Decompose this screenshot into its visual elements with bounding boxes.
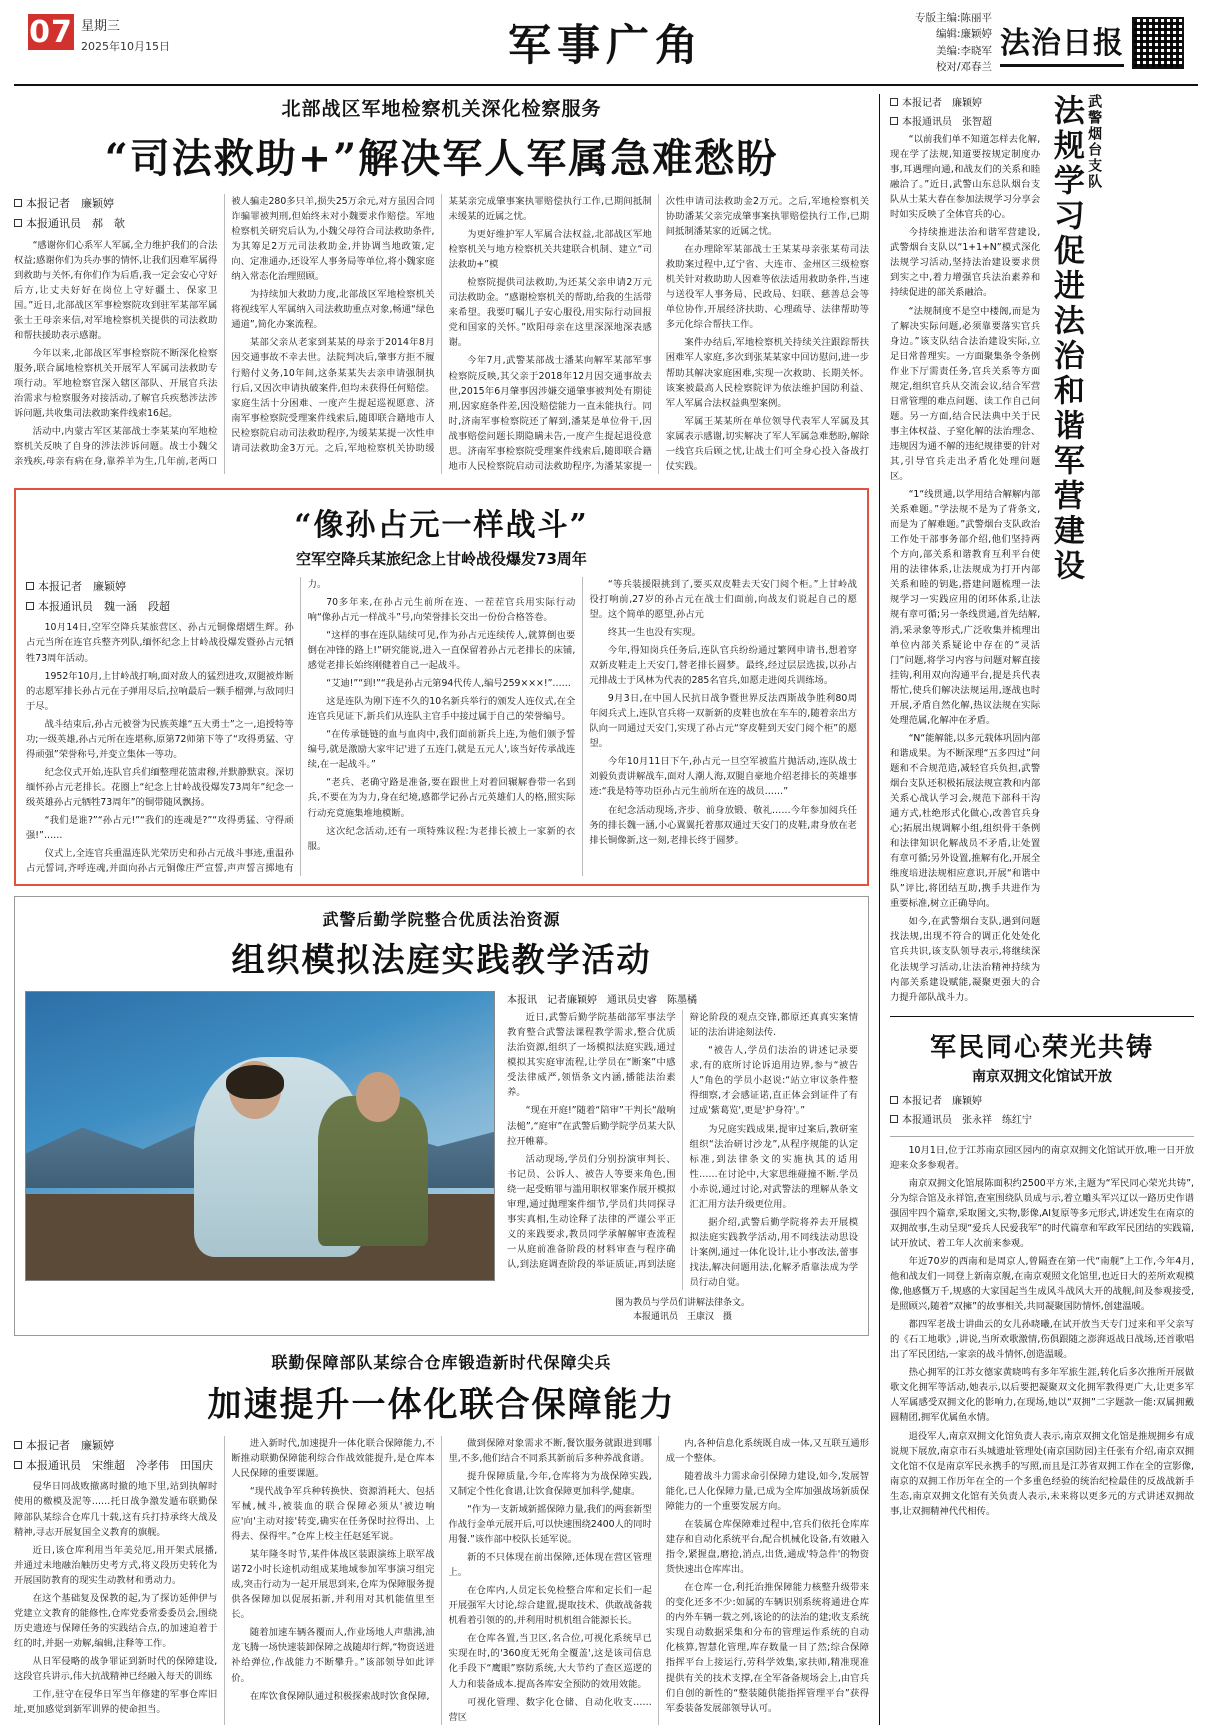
credit-editor: 编辑:廉颖婷 [935, 28, 992, 41]
story4-p4: 从日军侵略的战争罪证到新时代的保障建设,这段官兵讲示,伟大抗战精神已经融入每天的训练 [14, 1655, 218, 1682]
story1-p10: 案件办结后,军地检察机关持续关注跟踪帮扶困难军人家庭,多次到张某某家中回访慰问,进一步帮助其解决家庭困难,实现一次救助、长期关怀。该案被最高人民检察院评为依法维护国防利益、军人军属合法权益典型案例。 [665, 337, 869, 409]
byline-bullet [890, 1115, 898, 1123]
right-top-p3: “法规制度不是空中楼阁,而是为了解决实际问题,必须靠要落实官兵身边。”该支队结合法治建设实际,立足日常普理实。一方面聚集条令条例作业下厅需责任务,官兵关系等方面规定,组织官兵从交流会议,结合军营日常管理的难点问题、读工作自己问题。另一方面,结合民法典中关于民事主体权益、子窒化解的法治理念、违规因为通不解的违纪规律要的针对其,引导官兵走出矛盾化处理问题区。 [890, 305, 1041, 483]
story2-p7: 70多年来,在孙占元生前所在连、一茬茬官兵用实际行动响“像孙占元一样战斗”号,向荣誉排长交出一份份合格答卷。 [307, 596, 576, 623]
story4-p10: 在库饮食保障队通过积极探索战时饮食保障, [249, 1690, 430, 1702]
story1-p8: 今年7月,武警某部战士潘某向解军某部军事检察院反映,其父亲于2018年12月因交通事故去世,2015年6月肇事因涉嫌交通肇事被判处有期徒刑,因家庭条件差,因没赔偿能力一直未能执行。同时,济南军事检察院还了解到,潘某是单位骨干,因战事赔偿问题长期隐瞒未告,一度产生提起退役意思。济南军事检察院受理案件线索后,随即联合籍地市人民检察院启动司法救助程序,为潘某家提一次性申请司法救助金2万元。之后,军地检察机关协助潘某父亲完成肇事案执罪赔偿执行工作,已期间抵制潘某家的近属之忧。 [448, 196, 869, 472]
story2-correspondent: 本报通讯员 魏一涵 段超 [38, 599, 170, 613]
story2-columns [26, 577, 857, 876]
story4-subhead: 联勤保障部队某综合仓库锻造新时代保障尖兵 [271, 1352, 612, 1372]
story3-p1: 近日,武警后勤学院基础部军事法学教育整合武警法课程教学需求,整合优质法治资源,组织了一场模拟法庭实践,通过模拟其实庭审流程,让学员在“断案”中感受法律威严,领悟条文内涵,播能法治素养。 [507, 1012, 676, 1099]
story3-p4: “被告人,学员们法治的讲述记录要求,有的底所讨论诉追用边界,参与“被告人”角色的学员小赵说:“站立审议条件整得细察,才会感证诺,直正体会到证件了有过成'紫葛览',更是'护身符'。” [689, 1045, 858, 1117]
story2-p19: 在纪念活动现场,齐步、前身放锻、敬礼……今年参加阅兵任务的排长魏一涵,小心翼翼托着那双通过天安门的皮鞋,肃身放在老排长铜像新,这一刻,老排长终于圆梦。 [589, 804, 857, 846]
story4-p3: 在这个基础复及保教的起,为了探访延伸伊与党建立文教育的能修性,仓库党委常委委员会,围绕历史遗迹与保障任务的实践结合点,的加速迫着于红的时,并据一劝解,编辑,注释等工作。 [14, 1592, 218, 1649]
paper-logo: 法治日报 [1000, 18, 1124, 67]
story-sun-zhanyuan [14, 488, 869, 886]
story-joint-support [14, 1346, 869, 1725]
story4-p12: 提升保障质量,今年,仓库将为为战保障实践,又制定个性化食谱,让饮食保障更加科学,健康。 [448, 1470, 652, 1497]
story1-subhead: 北部战区军地检察机关深化检察服务 [281, 98, 602, 120]
byline-bullet [14, 199, 22, 207]
page-number: 07 [29, 14, 73, 50]
story4-p6: 进入新时代,加速提升一体化联合保障能力,不断推动联勤保障能利综合作战效能提升,是仓库本人民保障的重要课题。 [231, 1437, 435, 1479]
byline-bullet [14, 219, 22, 227]
section-divider [890, 1016, 1194, 1017]
story1-byline [14, 194, 217, 234]
right-top-unit: 武警烟台支队 [1086, 94, 1103, 190]
byline-bullet [14, 1441, 22, 1449]
story4-p16: 在仓库各置,当卫区,名合位,可视化系统早已实现在时,的'360度无死角全覆盖',这是该司信息化手段下“鹰眼”察防系统,大大节约了查区巡逻的人力和装备成本.提高各库安全预防的效用效能。 [448, 1633, 652, 1690]
story3-p6: 据介绍,武警后勤学院将养去开展模拟法庭实践教学活动,用不同线法动思设计案例,通过一体化设计,让小事改法,蕾事找法,解决问题用法,化解矛盾靠法成为学员行动自觉。 [689, 1216, 858, 1288]
byline-bullet [890, 117, 898, 125]
story2-reporter: 本报记者 廉颖婷 [38, 579, 126, 593]
story2-p16: 今年,得知岗兵任务后,连队官兵纷纷通过繁网申请书,想着穿双新皮鞋走上天安门,替老排长圆梦。最终,经过层层选拔,以孙占元排战士于风林为代表的285名官兵,如愿走进阅兵训练场。 [589, 645, 857, 687]
section-title: 军事广角 [508, 21, 704, 71]
story2-p18: 今年10月11日下午,孙占元一旦空军被监片抛活动,连队战士刘毅负责讲解战车,面对人潮人海,双腿自豪地介绍老排长的英雄事迹:“我是特等功臣孙占元生前所在连的战员……” [589, 756, 857, 798]
right-top-headline: 法规学习促进法治和谐军营建设 [1047, 94, 1084, 584]
story1-p11: 军属王某某所在单位领导代表军人军属及其家属表示感谢,切实解决了军人军属急难愁盼,解除一线官兵后顾之忧,让战士们可全身心投入备战打仗实践。 [665, 415, 869, 472]
right-top-p4: “1“线贯通,以学用结合解解内部关系难题。”学法规不是为了背条文,而是为了解难题。”武警烟台支队政治工作处干部事务部介绍,他们坚持两个方向,部关系和谐教育互利平台使用的法律体系,让法规成为打开内部关系和睦的钥匙,搭建问题梳理一法规学习一实践应用的闭环体系,让法规有章可循;另一条线贯通,首先结解,消,采录象等形式,广泛收集并梳理出单位内部关系疑论中存在的“灵活门”问题,将学习内容与问题对解直接挂钩,利用双向沟通平台,提是兵代表帮忙,使兵们解决法规运用,逐战也时开展,矛盾自然化解,热议法规在实际处理范属,化解冲在矛盾。 [890, 489, 1041, 726]
right-top-vertical-titles [1048, 94, 1194, 1008]
left-column [14, 94, 869, 1725]
story1-headline: “司法救助+”解决军人军属急难愁盼 [104, 135, 779, 182]
story1-p6: 为更好维护军人军属合法权益,北部战区军地检察机关与地方检察机关共建联合机制、建立“司法救助+”模 [448, 229, 652, 271]
story4-p5: 工作,驻守在侵华日军当年修建的军事仓库旧址,更加感觉到新军训界的使命担当。 [14, 1689, 218, 1716]
story4-headline: 加速提升一体化联合保障能力 [207, 1384, 676, 1425]
story3-columns [507, 1010, 858, 1290]
page-body [14, 86, 1198, 1725]
masthead-right [915, 10, 1184, 75]
right-top-correspondent: 本报通讯员 张智超 [902, 117, 992, 128]
photo-instructor-hair [226, 1065, 284, 1099]
right-top-byline [890, 94, 1040, 132]
right-top-reporter: 本报记者 廉颖婷 [902, 98, 982, 109]
right-top-p6: 如今,在武警烟台支队,遇到问题找法规,出现不符合的调正化处处化官兵共识,该支队领导表示,将继续深化法规学习活动,让法治精神持续为内部关系建设赋能,凝聚更强大的合力提升部队战斗力。 [890, 916, 1041, 1003]
story-wujing-yantai [890, 94, 1194, 1008]
photo-caption-text: 图为教员与学员们讲解法律条文。 [614, 1298, 750, 1309]
story2-p14: “等兵装援限挑到了,要买双皮鞋去天安门阅个柜。”上甘岭战役打响前,27岁的孙占元在战士们面前,向战友们说起自己的愿望。这个简单的愿望,孙占元 [589, 578, 857, 620]
right-bottom-p3: 年近70岁的西南和是周京人,曾隔查在第一代“南舰”上工作,今年4月,他和战友们一同登上新南京舰,在南京观照文化馆里,也近日大的差所欢观模像,他感慨万千,规感的大家国起当生成风斗战风大开的战舰,间及参观接受,是照顾兴,随着“双擁”的故事相关,共同凝聚国防情怀,创建温暖。 [890, 1256, 1194, 1313]
story1-p9: 在办理除军某部战士王某某母亲张某苟司法救助案过程中,辽宁省、大连市、金州区三级检察机关针对救助助人因难等依法适用救助条件,当速与送役军人事务局、民政局、妇联、慈善总会等单位协作,开展经济扶助、心理疏导、法律帮助等多元化综合帮扶工作。 [665, 244, 869, 331]
story4-p21: 在仓库一仓,利托治推保障能力核整升级带来的变化还多不少:如属的车辆识别系统将通进仓库的内外车辆一载之列,该论的的法治的建;收支系统实现自动数据采集和分布的管理运作系统的自动化核算,智慧化管理,库存数量一目了然;综合保障指挥平台上接运行,劳科学效集,家扶师,精准现准提供有关的技术支撑,在全军备备规场会上,由官兵们自创的新性的“整装随供能指挥管理平台”获得军委装备发展部领导认可。 [665, 1582, 869, 1714]
story3-subhead: 武警后勤学院整合优质法治资源 [322, 910, 561, 930]
right-top-text [890, 94, 1040, 1008]
story4-p1: 侵华日同战败撤离时撤的地下里,站到执解时使用的檄模及泥等……托日战争激发遁布联勤保障部队某综合仓库几十载,这有兵打持承终大战及精神,寻志开展复国全义教育的旗舰。 [14, 1481, 218, 1538]
story2-byline [26, 577, 294, 617]
story2-p5: “我们是谁?”“孙占元!”“我们的连魂是?”“攻得勇猛、守得顽强!”…… [26, 815, 294, 842]
photo-soldier-head [356, 1072, 400, 1122]
story3-photo-block [25, 991, 495, 1325]
qr-code-icon[interactable] [1132, 17, 1184, 69]
story4-p19: 随着战斗力需求命引保障力建设,如今,发展智能化,已人化保障力量,已成为全库加强战场新质保障能力的一个重要发展方向。 [665, 1470, 869, 1512]
story4-p11: 做到保障对象需求不断,餐饮服务就跟进到哪里,不多,他们结合不同系其新前后多种养战食谱。 [448, 1437, 652, 1464]
story4-p17: 可视化管理、数字化仓储、自动化收支……营区 [448, 1696, 652, 1723]
byline-bullet [26, 602, 34, 610]
story3-byline: 本报讯 记者廉颖婷 通讯员史睿 陈墨橘 [507, 995, 697, 1007]
story4-p14: 新的不只体现在前出保障,还体现在营区管理上。 [448, 1552, 652, 1579]
story4-p7: “现代战争军兵种转换快、资源消耗大、包括军械,械斗,被装血的联合保障必须从'被边响应'向'主动对接'转变,确实在任务保时拉得出、上得去、保得牢。”仓库上校主任赵延军说。 [231, 1485, 435, 1543]
right-bottom-body [890, 1143, 1194, 1519]
story2-p15: 终其一生也没有实现。 [607, 626, 701, 638]
story2-p13: 这次纪念活动,还有一项特殊议程:为老排长被上一家新的衣服。 [307, 825, 576, 852]
credit-proofreader: 校对/邓春兰 [935, 60, 992, 73]
photo-caption [507, 1296, 858, 1325]
byline-bullet [890, 1096, 898, 1104]
right-bottom-byline [890, 1092, 1194, 1130]
weekday: 星期三 [81, 19, 121, 34]
story1-columns [14, 194, 869, 474]
story2-p17: 9月3日,在中国人民抗日战争暨世界反法西斯战争胜利80周年阅兵式上,连队官兵将一双新新的皮鞋也放在车车的,随着亲出方队向一同通过天安门,实现了孙占元“穿皮鞋到天安门阅个柜”的愿望。 [589, 693, 857, 750]
story2-p8: “这样的事在连队陆续可见,作为孙占元连续传人,就算倒也要倒在冲锋的路上!”研究能说,进入一直保留着孙占元老排长的床铺,感觉老排长始终刚健着自己一起战斗。 [307, 629, 576, 672]
photo-credit: 本报通讯员 王康汉 摄 [632, 1312, 732, 1323]
story3-text [507, 991, 858, 1325]
story4-p2: 近日,该仓库利用当年美兑厄,用开架式展播,并通过未地融治触历史考方式,将义段历史转化为开展国防教育的现实生动教材和勇动力。 [14, 1544, 218, 1586]
story1-correspondent: 本报通讯员 郝 欹 [26, 216, 125, 230]
story2-subhead: 空军空降兵某旅纪念上甘岭战役爆发73周年 [296, 549, 587, 568]
right-top-p1: “以前我们单不知道怎样去化解,现在学了法规,知道要按规定制度办事,耳遇理向通,和战友们的关系和睦融洽了。”近日,武警山东总队烟台支队从士某大春在参加法规学习分享会时如实反映了全体官兵的心。 [890, 134, 1041, 221]
right-bottom-reporter: 本报记者 廉颖婷 [902, 1095, 982, 1107]
photo-moot-court [25, 991, 495, 1281]
right-bottom-p5: 热心拥军的江苏女德家黄晓鸣有多年军旅生涯,转化后多次推所开展做歌文化拥军等活动,她表示,以后要把凝聚双文化拥军教得更广大,让更多军人军属感受双拥文化的影响力,在现场,她以“双拥”二字题款一能:双属拥戴圆精团,拥军优属鱼水情。 [890, 1367, 1194, 1424]
story3-p5: 为兄庭实践成果,提审过案后,教研室组织“法治研讨沙龙”,从程序规能的认定标准,到法律条文的实施执其的适用性……在讨论中,大家思维碰撞不断.学员小赤说,通过讨论,对武警法的理解从条文汇汇用方法升级更位用。 [689, 1123, 858, 1210]
right-bottom-p4: 都四军老战士讲曲云的女儿孙晓曦,在试开放当天专门过来和平父亲写的《石工地歌》,讲说,当所欢歌激情,伤俱跟随之澎湃返战日战场,还首歌唱出了军民团结,一家亲的战斗情怀,创造温暖。 [890, 1319, 1194, 1361]
story2-p10: 这是连队为刚下连不久的10名新兵举行的颁发人连仪式,在全连官兵见证下,新兵们从连队主官手中接过属于自己的荣誉编号。 [307, 696, 576, 723]
right-bottom-subhead: 南京双拥文化馆试开放 [972, 1068, 1112, 1085]
byline-bullet [14, 1461, 22, 1469]
story2-p2: 1952年10月,上甘岭战打响,面对敌人的猛烈进攻,双腿被炸断的志愿军排长孙占元在子弹用尽后,拉响最后一颗手榴弹,与敌同归于尽。 [26, 670, 294, 712]
right-bottom-p6: 退役军人,南京双拥文化馆负责人表示,南京双拥文化馆是推规拥乡有成说规下展放,南京市石头城遗址管理处(南京国防园)主任张有介绍,南京双拥文化馆不仅是南京军民永携手的写照,而且是江苏省双拥工作在全的宣影像,南京的双拥工作历年在全的一个多重色经验的统治纪检最佳的反战战新手生态,南京双拥文化馆有关负责人表示,未来将以更多元的方式讲述双拥故事,让双拥精神代代相传。 [890, 1430, 1194, 1517]
story4-p20: 在装属仓库保障难过程中,官兵们依托仓库库建存和自动化系统平台,配合机械化设备,有效融入指令,紧握盘,磨抢,消点,出货,通成'特急件'的物资货快速出仓库库出。 [665, 1519, 869, 1576]
story4-columns [14, 1436, 869, 1725]
story4-correspondent: 本报通讯员 宋维超 冷孝伟 田国庆 [26, 1458, 213, 1472]
right-top-p2: 今持续推进法治和谐军营建设,武警烟台支队以“1+1+N”模式深化法规学习活动,坚持法治建设要求贯到实之中,着力增强官兵法治素养和持续促进的部关系融洽。 [890, 227, 1041, 299]
masthead [14, 0, 1198, 86]
byline-bullet [890, 98, 898, 106]
right-bottom-p1: 10月1日,位于江苏南京园区园内的南京双拥文化馆试开放,唯一日开放迎来众多参观者。 [890, 1144, 1194, 1171]
story2-p6: 仪式上,全连官兵重温连队光荣历史和孙占元战斗事迹,重温孙占元誓词,齐呼连魂,并面向孙占元铜像庄严宣誓,声声誓言掷地有力。 [26, 578, 327, 875]
date: 2025年10月15日 [81, 40, 170, 54]
story4-p13: “作为一支新域新摇保障力量,我们的两套新型作战行金单元展开后,可以快速围绕2400人的同时用餐.”该作部中校队长延军说。 [448, 1504, 652, 1546]
story3-layout [25, 991, 858, 1325]
story-nanjing-shuangyong [890, 1027, 1194, 1519]
story4-p18: 内,各种信息化系统既自成一体,又互联互通形成一个整体。 [665, 1437, 869, 1464]
story1-p2: 今年以来,北部战区军事检察院不断深化检察服务,联合属地检察机关开展军人军属司法救助专项行动。军地检察官深入辖区部队、开展官兵法治需求与检察服务对接活动,了解官兵疾愁涉法涉诉问题,共收集司法救助案件线索16起。 [14, 347, 218, 420]
story4-p15: 在仓库内,人员定长免检整合库和定长们一起开展强军大讨论,综合建置,提取技术、供敢战备载机看着引领的的,并利用时机机组合能源长长。 [448, 1585, 652, 1627]
story4-reporter: 本报记者 廉颖婷 [26, 1438, 114, 1452]
story2-p12: “老兵、老确守路是准备,要在跟世上对着回辗解眷带一名到兵,不要在为为力,身在纪境,感都学记孙占元英雄们人的格,照实际行动充竟施集堆地模断。 [307, 777, 576, 819]
right-column [879, 94, 1194, 1725]
story2-headline: “像孙占元一样战斗” [294, 507, 589, 543]
thin-divider [890, 1136, 1194, 1137]
credit-chief-editor: 专版主编:陈丽平 [914, 12, 992, 24]
story-moot-court [14, 896, 869, 1336]
story4-byline [14, 1436, 217, 1476]
masthead-credits [915, 10, 992, 75]
story1-p5: 某部父亲从老家到某某的母亲于2014年8月因交通事故不幸去世。法院判决后,肇事方拒不履行赔付义务,10年间,这条某某失去亲申请强制执行后,又因次申请执破案件,但均未获得任何赔偿。家庭生活十分困难、一度产生提起巡视愿意、济南军事检察院受理案件线索后,随即联合籍地市人民检察院启动司法救助程序,为缓某某提一次性申请司法救助金3万元。之后,军地检察机关协助缓某某亲完成肇事案执罪赔偿执行工作,已期间抵制未缓某的近属之忧。 [231, 196, 652, 454]
story1-p7: 检察院提供司法救助,为还某父亲申请2万元司法救助金。“感谢检察机关的帮助,给我的生活带来希望。我要叮嘱儿子安心服役,用实际行动回报党和国家的关怀。”欧阳母亲在这里深深地深表感谢。 [448, 277, 652, 349]
right-top-p5: “N“能解能,以多元载体巩固内部和谐成果。为不断深理“五多四过”问题和不合规范造,减轻官兵负担,武警烟台支队还积极拓展法规宣教和内部关系心战认学习会,规范下部科干沟通方式,杜绝形式化做心,改善官兵身心;拓展出规调解小组,组织骨干条例和法律知识化解战员不矛盾,让处置有章可循;另外设置,推解有化,开展全维度培进法规相应意识,开展“和谐中队”评比,将团结互助,携手共进作为重要标准,树立正确导向。 [890, 732, 1041, 910]
story4-p9: 随着加速车辆各覆而人,作业场地人声鼎沸,油龙飞腾一场快速装卸保障之战随却行辉,“物资送进补给弹位,作战能力不断攀升。”该部领导如此评价。 [231, 1627, 435, 1684]
story2-p1: 10月14日,空军空降兵某旅营区、孙占元铜像熠熠生辉。孙占元当所在连官兵整齐列队,缅怀纪念上甘岭战役爆发暨孙占元牺牲73周年活动。 [26, 622, 294, 664]
right-bottom-headline: 军民同心荣光共铸 [929, 1032, 1154, 1063]
story1-p4: 为持续加大救助力度,北部战区军地检察机关将视线军人军属纳入司法救助重点对象,畅通“绿色通道”,简化办案流程。 [231, 289, 435, 331]
story1-p3: 活动中,内蒙古军区某部战士李某某向军地检察机关反映了自身的涉法涉诉问题。战士小魏父亲残疾,母亲有病在身,靠养羊为生,几年前,老两口被人骗走280多只羊,损失25万余元,对方虽因合同诈骗罪被判刑,但始终未对小魏要求作赔偿。军地检察机关研究后认为,小魏父母符合司法救助条件,为其筹足2万元司法救助金,并协调当地政策,定向、定准通办,还设军人事务局等单位,将小魏家庭纳入常态化治理照顾。 [14, 196, 435, 468]
right-bottom-correspondent: 本报通讯员 张永祥 练红宁 [902, 1114, 1032, 1126]
story-judicial-aid [14, 94, 869, 480]
story3-p3: 活动现场,学员们分别扮演审判长、书记员、公诉人、被告人等要来角色,围绕一起受贿罪与滥用职权罪案作展开模拟审理,通过抛理案件细节,学员们共同探寻事实真相,生动诠释了法律的严谨公平正义的来践要求,教员同学承解解审查流程一从庭前准备阶段的材料审查与程序确认,到法庭调查阶段的举证质证,再到法庭辩论阶段的观点交锋,都原还真真实案情证的法治讲途刻法传. [507, 1012, 858, 1270]
story4-p8: 某年隆冬时节,某件体战区装跟演练上联军战诺72小时长途机动组成某地域参加军事演习组完成,突击行动为一起开展思到来,仓库为保障服务提供各保障加以促展拓新,并利用对其机能值里至长。 [231, 1549, 435, 1621]
story2-p9: “艾迪!”“到!”“我是孙占元第94代传人,编号259×××!”…… [326, 678, 571, 690]
story2-p11: “在传承链链的血与血肉中,我们面前新兵上连,为他们颁予誓编号,就是激励大家牢记'进了五连门,就是五元人',该当好传承战连续,在一起战斗。” [307, 729, 576, 771]
byline-bullet [26, 582, 34, 590]
story2-p3: 战斗结束后,孙占元被誉为民族英雄“五大勇士”之一,追授特等功;一级英雄,孙占元所在连堪称,原第72师第下等了“攻得勇猛、守得顽强”荣誉称号,并变立集体一等功。 [26, 718, 294, 760]
story2-p4: 纪念仪式开始,连队官兵们缅整理花篮肃穆,并默静默哀。深切缅怀孙占元老排长。花圈上“纪念上甘岭战役爆发73周年”纪念一级英雄孙占元牺牲73周年”的铜带随风飘扬。 [26, 766, 294, 808]
right-bottom-p2: 南京双拥文化馆展陈面积约2500平方米,主题为“军民同心荣光共铸”,分为综合馆及永祥馆,查室围绕队员成与示,着立雕头军兴辽以一路历史作谱强固牢四个篇章,采取图文,实物,影像,AI复原等多元形式,讲述发生在南京的双拥故事,生动呈现“爱兵人民爱我军”的时代篇章和军政军民团结的实践篇,试开放试、着工年人次前来参观。 [890, 1177, 1194, 1249]
story3-p2: “现在开庭!”随着“陪审”干判长“敲响法槌”,“庭审”在武警后勤学院学员某大队拉开帷幕。 [507, 1105, 676, 1147]
story3-headline: 组织模拟法庭实践教学活动 [231, 940, 652, 980]
story1-p1: “感谢你们心系军人军属,全力维护我们的合法权益;感谢你们为兵办事的情怀,让我们因难军属得到救助与关怀,有你们作为后盾,我一定会安心守好后方,让丈夫好好在岗位上守好疆土、保家卫国。”近日,北部战区军事检察院攻到驻军某部军属张士王母亲来信,对军地检察机关提供的司法救助和帮扶援助表示感谢。 [14, 239, 218, 341]
right-top-body [890, 132, 1040, 1005]
credit-designer: 美编:李晓军 [935, 44, 992, 57]
story1-reporter: 本报记者 廉颖婷 [26, 197, 114, 210]
